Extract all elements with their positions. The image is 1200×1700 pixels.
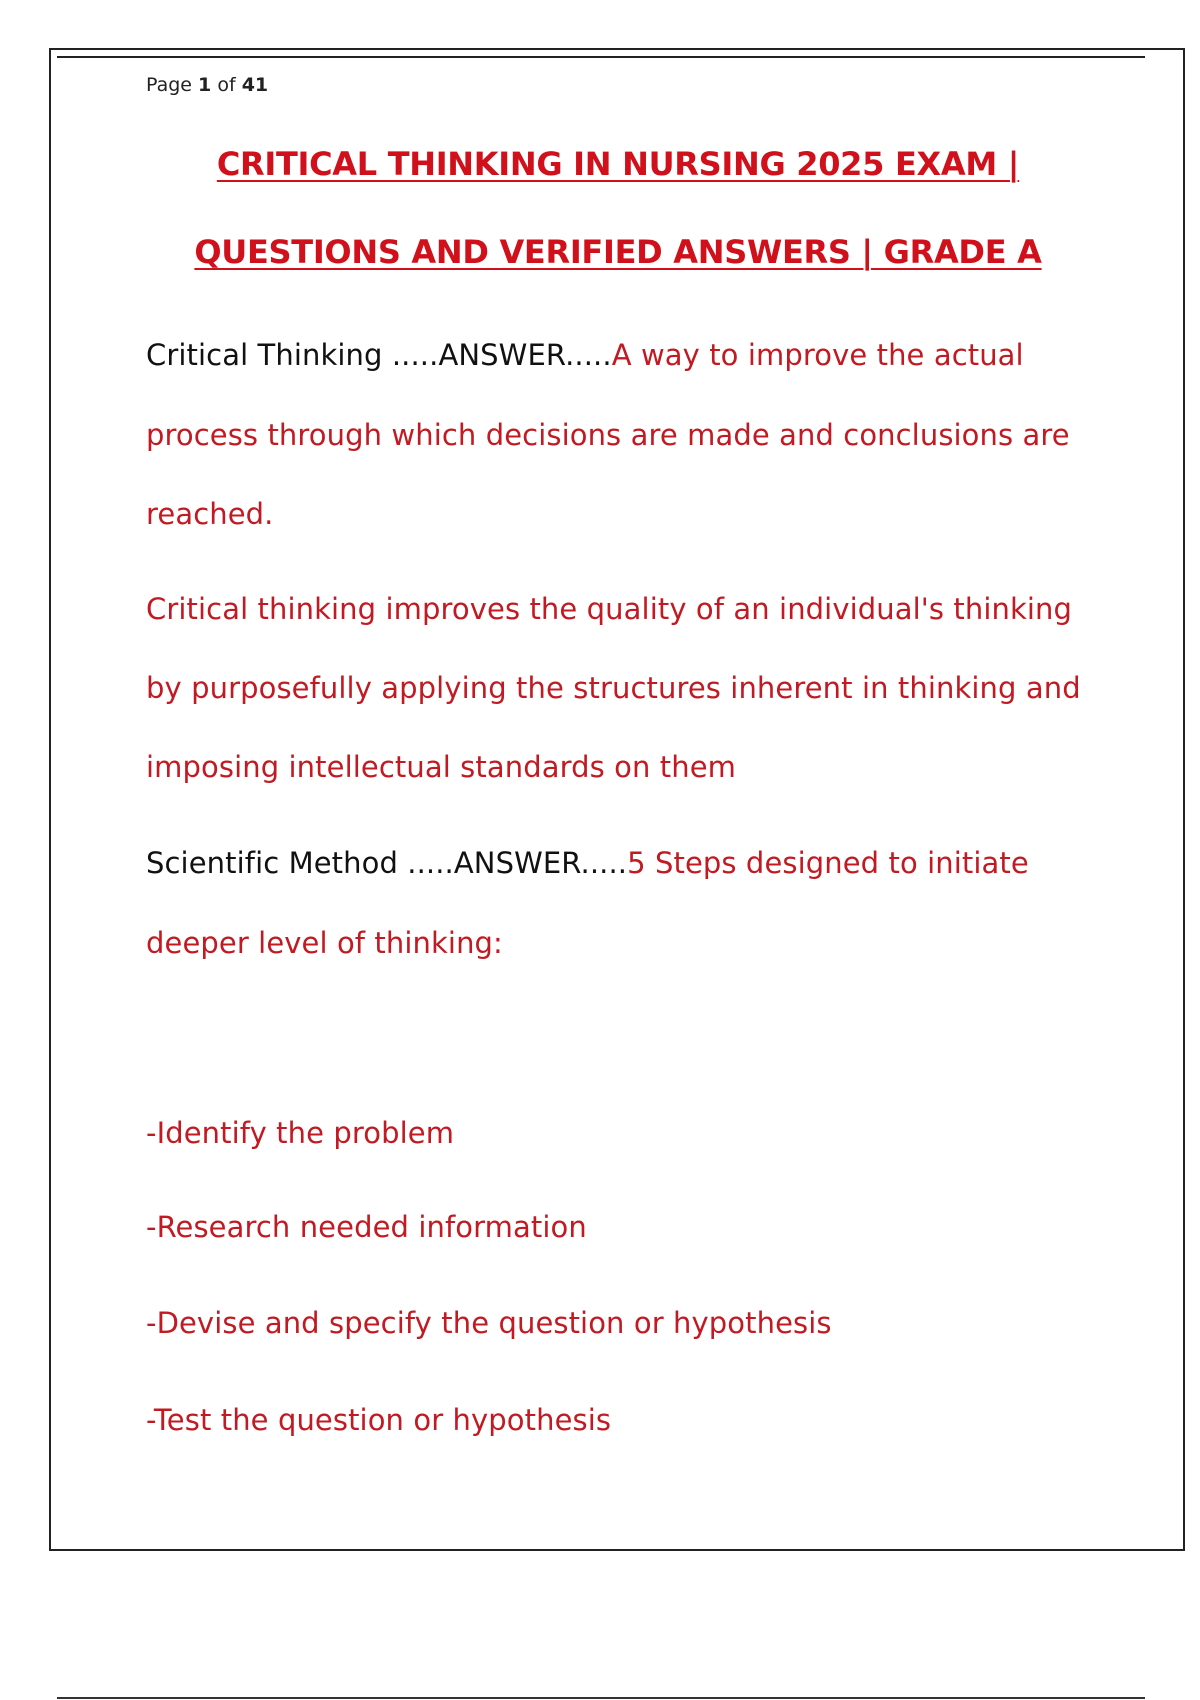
page-label: Page bbox=[146, 74, 192, 96]
question-term: Critical Thinking bbox=[146, 338, 383, 372]
step-item: -Test the question or hypothesis bbox=[146, 1403, 612, 1437]
total-pages: 41 bbox=[241, 74, 269, 96]
answer-text: deeper level of thinking: bbox=[146, 926, 503, 960]
answer-text: A way to improve the actual bbox=[611, 338, 1024, 372]
question-term: Scientific Method bbox=[146, 846, 398, 880]
page-counter bbox=[146, 74, 268, 96]
answer-text: 5 Steps designed to initiate bbox=[627, 846, 1029, 880]
answer-text: process through which decisions are made and conclusions are bbox=[146, 418, 1070, 452]
qa-entry-critical-thinking bbox=[146, 338, 1024, 372]
document-title-line-1: CRITICAL THINKING IN NURSING 2025 EXAM | bbox=[216, 145, 1020, 183]
step-item: -Research needed information bbox=[146, 1210, 587, 1244]
next-page-rule bbox=[57, 1697, 1145, 1699]
current-page: 1 bbox=[198, 74, 212, 96]
answer-separator: .....ANSWER..... bbox=[397, 846, 628, 880]
step-item: -Identify the problem bbox=[146, 1116, 455, 1150]
answer-paragraph-line: imposing intellectual standards on them bbox=[146, 750, 737, 784]
answer-paragraph-line: by purposefully applying the structures inherent in thinking and bbox=[146, 671, 1081, 705]
answer-paragraph-line: Critical thinking improves the quality of an individual's thinking bbox=[146, 592, 1073, 626]
answer-separator: .....ANSWER..... bbox=[382, 338, 612, 372]
document-title-line-2: QUESTIONS AND VERIFIED ANSWERS | GRADE A bbox=[194, 233, 1042, 271]
header-rule bbox=[57, 56, 1145, 58]
answer-text: reached. bbox=[146, 497, 274, 531]
step-item: -Devise and specify the question or hypothesis bbox=[146, 1306, 832, 1340]
qa-entry-scientific-method bbox=[146, 846, 1029, 880]
page-of-label: of bbox=[217, 74, 236, 96]
